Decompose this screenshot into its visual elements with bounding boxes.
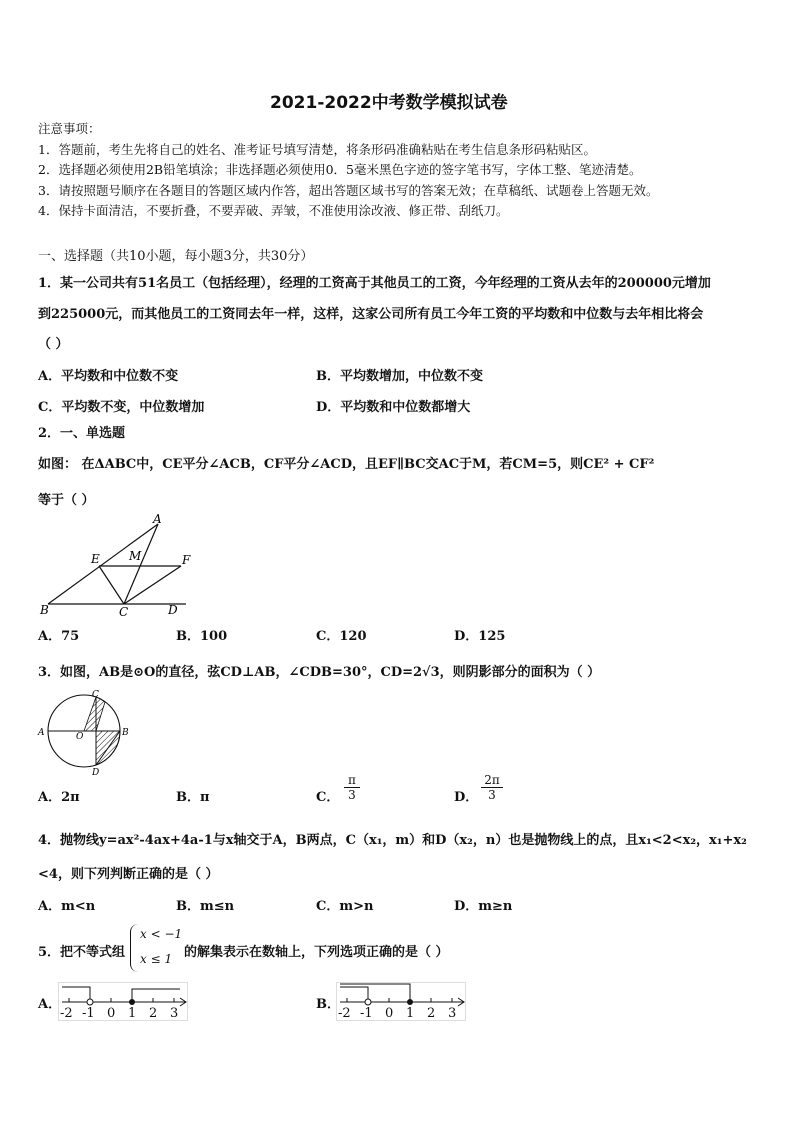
- q3-option-c[interactable]: [316, 786, 339, 805]
- q4-option-b[interactable]: B．m≤n: [176, 899, 235, 914]
- q2-option-a[interactable]: A．75: [38, 629, 80, 644]
- tick-label: 0: [385, 1006, 394, 1021]
- tick-label: 1: [128, 1006, 137, 1021]
- tick-label: -2: [60, 1006, 73, 1021]
- q1-line1: 1．某一公司共有51名员工（包括经理），经理的工资高于其他员工的工资，今年经理的工资从去年的200000元增加: [38, 276, 711, 291]
- tick-label: -2: [338, 1006, 351, 1021]
- q5-option-b[interactable]: B．: [316, 997, 340, 1012]
- label-c: C: [119, 605, 129, 619]
- q4-option-d[interactable]: D．m≥n: [454, 899, 513, 914]
- q3-option-c-fraction: [344, 773, 360, 802]
- tick-label: 2: [149, 1006, 158, 1021]
- q3-option-d-fraction: [481, 773, 503, 802]
- q4-line1: 4．抛物线y=ax²-4ax+4a-1与x轴交于A，B两点，C（x₁，m）和D（x₂，n）也是抛物线上的点，且x₁<2<x₂，x₁+x₂: [38, 833, 747, 848]
- q5-inequality-2: x ≤ 1: [140, 952, 173, 966]
- q3-option-c-denominator: 3: [344, 787, 360, 802]
- label-m: M: [129, 549, 142, 563]
- q1-option-c[interactable]: C．平均数不变，中位数增加: [38, 400, 205, 415]
- q3-option-d-label: D．: [454, 790, 479, 805]
- section-heading: 一、选择题（共10小题，每小题3分，共30分）: [38, 249, 314, 264]
- page-title: 2021-2022中考数学模拟试卷: [270, 93, 508, 113]
- q1-line3: （ ）: [38, 337, 69, 352]
- notes-block: [38, 119, 658, 222]
- tick-label: 0: [107, 1006, 116, 1021]
- q2-option-c[interactable]: C．120: [316, 629, 367, 644]
- q3-label-a: A: [38, 728, 45, 738]
- q5-suffix: 的解集表示在数轴上，下列选项正确的是（ ）: [184, 945, 449, 960]
- q1-option-a[interactable]: A．平均数和中位数不变: [38, 369, 179, 384]
- label-e: E: [91, 552, 100, 566]
- q3-label-d: D: [92, 768, 100, 776]
- q1-line2: 到225000元，而其他员工的工资同去年一样，这样，这家公司所有员工今年工资的平均数和中位数与去年相比将会: [38, 307, 704, 322]
- q5-inequality-1: x < −1: [140, 927, 183, 941]
- q2-header: 2．一、单选题: [38, 426, 126, 441]
- q2-line2: 等于（ ）: [38, 493, 95, 508]
- q5-option-a[interactable]: A．: [38, 997, 62, 1012]
- q3-option-d-denominator: 3: [481, 787, 503, 802]
- q3-option-d[interactable]: [454, 786, 478, 805]
- notes-heading: 注意事项：: [38, 121, 101, 136]
- q3-option-c-numerator: π: [348, 773, 356, 787]
- note-item: 4．保持卡面清洁，不要折叠，不要弄破、弄皱，不准使用涂改液、修正带、刮纸刀。: [38, 203, 509, 218]
- q3-circle-figure: [34, 686, 134, 776]
- note-item: 3．请按照题号顺序在各题目的答题区域内作答，超出答题区域书写的答案无效；在草稿纸、试题卷上答题无效。: [38, 182, 659, 198]
- q2-option-d[interactable]: D．125: [454, 629, 506, 644]
- q5-numberline-b: [336, 982, 468, 1022]
- q2-triangle-figure: [36, 512, 196, 620]
- q5-numberline-a: [58, 982, 190, 1022]
- q3-label-c: C: [92, 690, 99, 700]
- label-a: A: [153, 512, 162, 526]
- q3-label-o: O: [76, 732, 84, 742]
- tick-label: 3: [170, 1006, 179, 1021]
- label-d: D: [168, 603, 178, 617]
- q3-line1: 3．如图，AB是⊙O的直径，弦CD⊥AB，∠CDB=30°，CD=2√3，则阴影部分的面积为（ ）: [38, 665, 601, 680]
- q1-option-d[interactable]: D．平均数和中位数都增大: [316, 400, 471, 415]
- q2-line1: 如图： 在ΔABC中，CE平分∠ACB，CF平分∠ACD，且EF∥BC交AC于M，若CM=5，则CE² + CF²: [38, 457, 655, 472]
- q3-option-c-label: C．: [316, 790, 340, 805]
- note-item: 2．选择题必须使用2B铅笔填涂；非选择题必须使用0．5毫米黑色字迹的签字笔书写，字体工整、笔迹清楚。: [38, 162, 642, 177]
- q4-option-a[interactable]: A．m<n: [38, 899, 96, 914]
- q3-label-b: B: [122, 728, 129, 738]
- q4-line2: <4，则下列判断正确的是（ ）: [38, 867, 219, 882]
- tick-label: -1: [82, 1006, 95, 1021]
- tick-label: 1: [406, 1006, 415, 1021]
- label-b: B: [40, 603, 49, 617]
- q3-option-d-numerator: 2π: [484, 773, 500, 787]
- note-item: 1．答题前，考生先将自己的姓名、准考证号填写清楚，将条形码准确粘贴在考生信息条形码粘贴区。: [38, 141, 596, 157]
- q4-option-c[interactable]: C．m>n: [316, 899, 374, 914]
- q3-option-a[interactable]: A．2π: [38, 790, 80, 805]
- tick-label: -1: [360, 1006, 373, 1021]
- tick-label: 2: [427, 1006, 436, 1021]
- label-f: F: [182, 553, 191, 567]
- q2-option-b[interactable]: B．100: [176, 629, 228, 644]
- q5-prefix: 5．把不等式组: [38, 945, 126, 960]
- q3-option-b[interactable]: B．π: [176, 790, 210, 805]
- tick-label: 3: [448, 1006, 457, 1021]
- q1-option-b[interactable]: B．平均数增加，中位数不变: [316, 369, 483, 384]
